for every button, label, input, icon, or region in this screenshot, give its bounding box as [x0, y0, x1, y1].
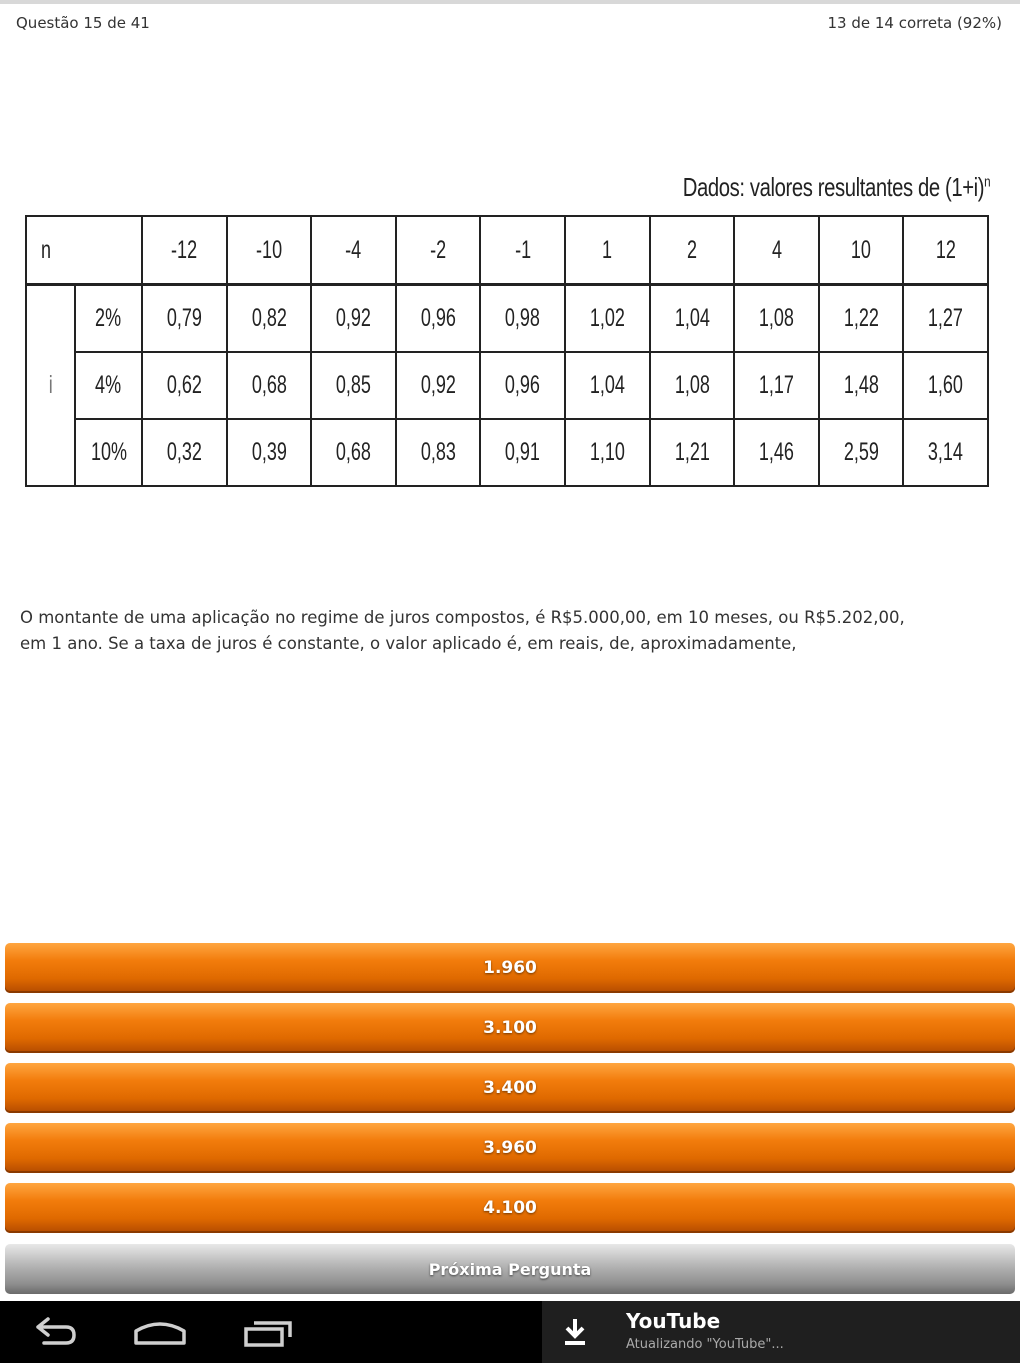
value-cell: 2,59: [819, 419, 904, 486]
value-cell: 1,27: [903, 285, 988, 353]
answer-button-2[interactable]: 3.100: [5, 1003, 1015, 1053]
n-value-cell: -1: [480, 216, 565, 285]
answer-button-5[interactable]: 4.100: [5, 1183, 1015, 1233]
rate-cell: 4%: [75, 352, 142, 419]
n-value-cell: -12: [142, 216, 227, 285]
value-cell: 1,04: [650, 285, 735, 353]
value-cell: 0,91: [480, 419, 565, 486]
answer-button-3[interactable]: 3.400: [5, 1063, 1015, 1113]
value-cell: 0,98: [480, 285, 565, 353]
value-cell: 1,02: [565, 285, 650, 353]
n-value-cell: 1: [565, 216, 650, 285]
notification-area[interactable]: [542, 1301, 1020, 1363]
value-cell: 0,32: [142, 419, 227, 486]
value-cell: 3,14: [903, 419, 988, 486]
n-value-cell: -10: [227, 216, 312, 285]
table-row: [26, 419, 988, 486]
value-cell: 1,08: [734, 285, 819, 353]
question-counter: Questão 15 de 41: [16, 14, 150, 32]
table-caption: [682, 172, 990, 203]
next-question-button[interactable]: Próxima Pergunta: [5, 1244, 1015, 1294]
value-cell: 1,22: [819, 285, 904, 353]
rate-cell: 2%: [75, 285, 142, 353]
value-cell: 0,92: [311, 285, 396, 353]
n-value-cell: 10: [819, 216, 904, 285]
value-cell: 0,96: [480, 352, 565, 419]
score-label: 13 de 14 correta (92%): [827, 14, 1002, 32]
n-value-cell: 2: [650, 216, 735, 285]
top-divider: [0, 0, 1020, 4]
table-header-row: [26, 216, 988, 285]
table-caption-exponent: n: [983, 173, 990, 191]
table-row: [26, 285, 988, 353]
value-cell: 0,83: [396, 419, 481, 486]
value-cell: 0,85: [311, 352, 396, 419]
value-cell: 1,04: [565, 352, 650, 419]
home-icon[interactable]: [130, 1313, 190, 1353]
answer-button-1[interactable]: 1.960: [5, 943, 1015, 993]
value-cell: 0,68: [227, 352, 312, 419]
n-value-cell: 12: [903, 216, 988, 285]
value-cell: 0,92: [396, 352, 481, 419]
notification-title: YouTube: [626, 1309, 721, 1333]
value-cell: 0,82: [227, 285, 312, 353]
value-cell: 0,79: [142, 285, 227, 353]
n-header: n: [26, 216, 142, 285]
recent-apps-icon[interactable]: [238, 1313, 298, 1353]
factor-table: [25, 215, 989, 487]
n-value-cell: -2: [396, 216, 481, 285]
value-cell: 1,21: [650, 419, 735, 486]
i-label: i: [26, 285, 75, 487]
value-cell: 1,60: [903, 352, 988, 419]
value-cell: 0,96: [396, 285, 481, 353]
value-cell: 1,46: [734, 419, 819, 486]
download-icon: [560, 1315, 590, 1349]
n-value-cell: 4: [734, 216, 819, 285]
value-cell: 1,17: [734, 352, 819, 419]
rate-cell: 10%: [75, 419, 142, 486]
notification-subtitle: Atualizando "YouTube"...: [626, 1337, 784, 1352]
table-row: [26, 352, 988, 419]
value-cell: 1,48: [819, 352, 904, 419]
value-cell: 0,39: [227, 419, 312, 486]
question-text: O montante de uma aplicação no regime de juros compostos, é R$5.000,00, em 10 meses, ou R$5.202,00, em 1 ano. Se a taxa de juros é constante, o valor aplicado é, em reais, de, aproximadamente,: [20, 608, 905, 653]
n-value-cell: -4: [311, 216, 396, 285]
system-navbar: [0, 1301, 1020, 1363]
value-cell: 0,62: [142, 352, 227, 419]
answer-list: [5, 943, 1015, 1243]
value-cell: 1,08: [650, 352, 735, 419]
answer-button-4[interactable]: 3.960: [5, 1123, 1015, 1173]
back-icon[interactable]: [24, 1313, 84, 1353]
value-cell: 0,68: [311, 419, 396, 486]
value-cell: 1,10: [565, 419, 650, 486]
table-caption-text: Dados: valores resultantes de (1+i): [682, 172, 984, 202]
